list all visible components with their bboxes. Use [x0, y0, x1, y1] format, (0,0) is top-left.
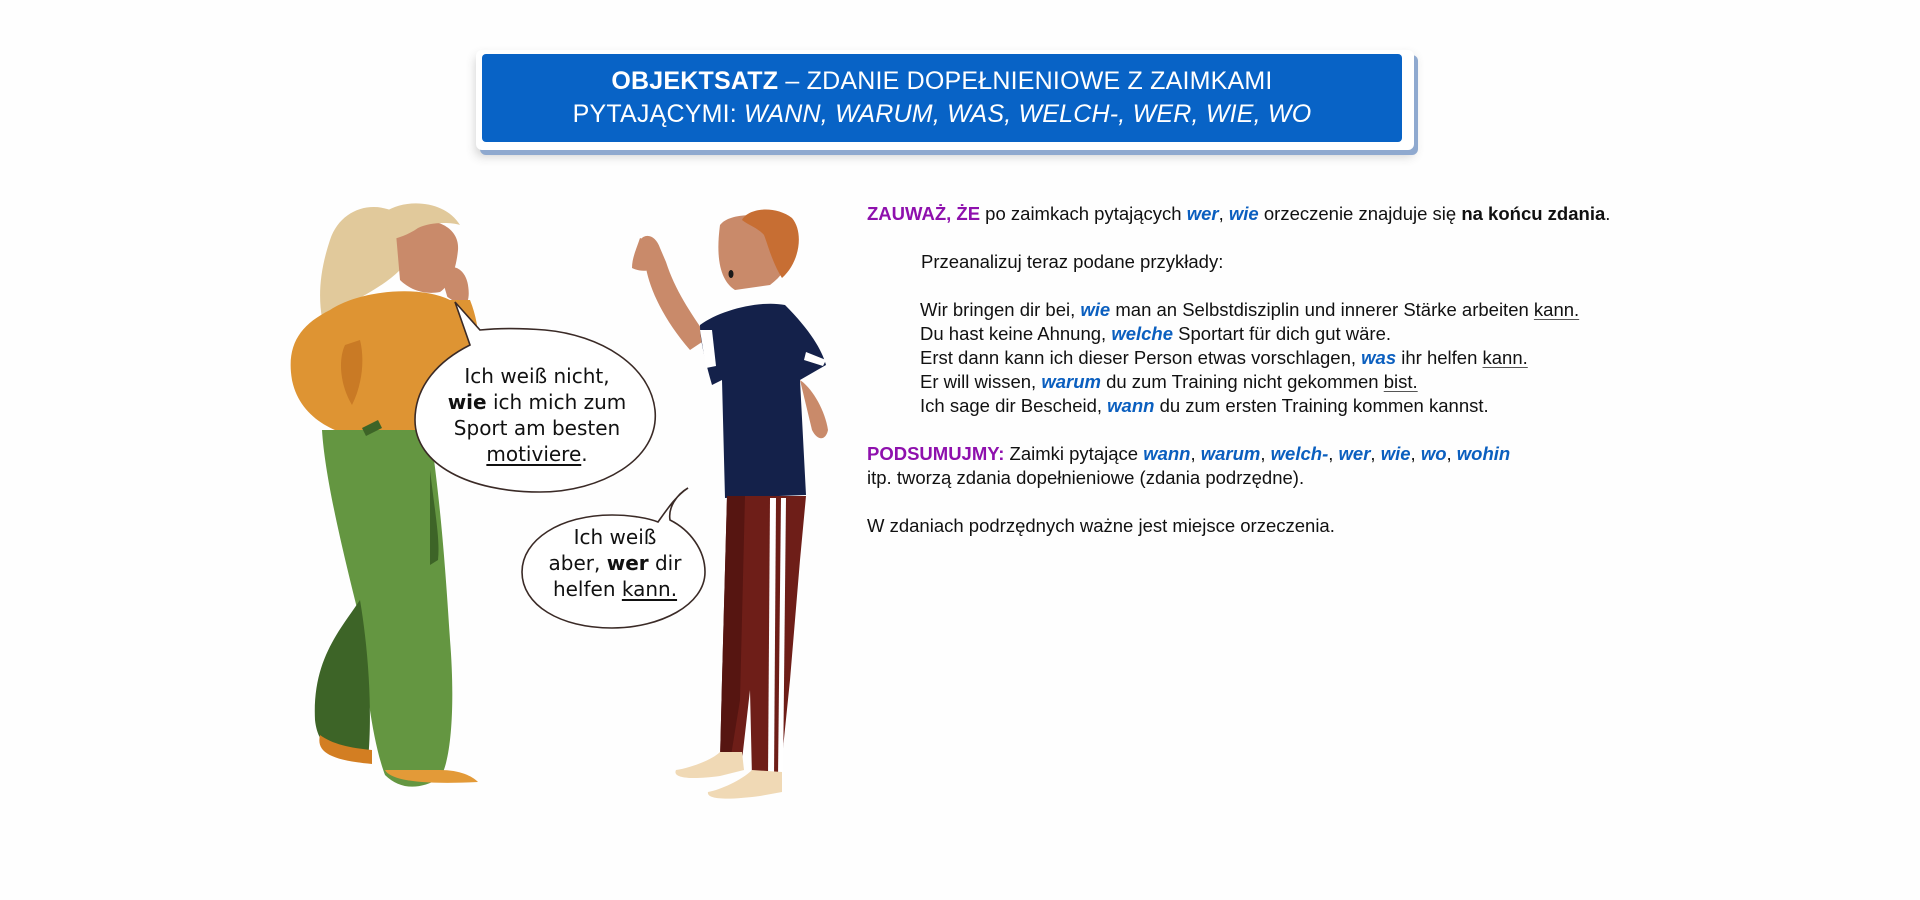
- example-mid: Sportart für dich gut wäre.: [1173, 323, 1392, 344]
- bubble1-line2-rest: ich mich zum: [486, 390, 627, 414]
- example-row: [920, 347, 1528, 369]
- summary-line3: W zdaniach podrzędnych ważne jest miejsce orzeczenia.: [867, 515, 1335, 536]
- example-mid: du zum Training nicht gekommen: [1100, 371, 1384, 392]
- bubble2-line3: [525, 576, 705, 602]
- example-pre: Erst dann kann ich dieser Person etwas vorschlagen,: [920, 347, 1362, 368]
- bubble1-verb: motiviere: [486, 442, 582, 466]
- title-line-2: [573, 98, 1312, 131]
- speech-bubble-woman: [417, 363, 657, 467]
- title-line-1: [611, 65, 1272, 98]
- summary-pronoun: wann: [1143, 443, 1191, 464]
- summary-pronoun: warum: [1200, 443, 1261, 464]
- example-pre: Ich sage dir Bescheid,: [920, 395, 1108, 416]
- example-row: [920, 371, 1418, 393]
- note-keyword-wie: wie: [1228, 203, 1259, 224]
- man-figure-icon: [632, 210, 828, 799]
- bubble2-line3-pre: helfen: [552, 577, 622, 601]
- example-mid: man an Selbstdisziplin und innerer Stärke arbeiten: [1110, 299, 1534, 320]
- note-line: [867, 203, 1610, 225]
- example-verb: bist.: [1383, 371, 1418, 392]
- example-keyword: warum: [1041, 371, 1101, 392]
- example-row: [920, 323, 1391, 345]
- example-keyword: welche: [1111, 323, 1174, 344]
- example-keyword: wann: [1107, 395, 1155, 416]
- note-text2: orzeczenie znajduje się: [1258, 203, 1462, 224]
- example-verb: kann.: [1533, 299, 1580, 320]
- bubble1-line2: [417, 389, 657, 415]
- bubble2-verb: kann.: [621, 577, 678, 601]
- bubble2-keyword: wer: [606, 551, 649, 575]
- title-rest: – ZDANIE DOPEŁNIENIOWE Z ZAIMKAMI: [778, 67, 1273, 95]
- woman-figure-icon: [291, 203, 479, 786]
- example-keyword: wie: [1080, 299, 1111, 320]
- example-mid: du zum ersten Training kommen kannst.: [1154, 395, 1489, 416]
- speech-bubble-man: [525, 524, 705, 602]
- summary-pronoun: wohin: [1456, 443, 1511, 464]
- summary-pronoun: wo: [1420, 443, 1447, 464]
- title-pronouns: WANN, WARUM, WAS, WELCH-, WER, WIE, WO: [744, 100, 1312, 128]
- bubble2-line1: Ich weiß: [573, 525, 657, 549]
- title-banner: [482, 54, 1402, 142]
- example-keyword: was: [1361, 347, 1397, 368]
- illustration-two-people: [280, 195, 850, 810]
- example-row: [920, 299, 1579, 321]
- note-keyword-wer: wer: [1186, 203, 1219, 224]
- summary-text: Zaimki pytające: [1004, 443, 1144, 464]
- intro-line: Przeanalizuj teraz podane przykłady:: [921, 251, 1224, 272]
- note-sep: ,: [1218, 203, 1229, 224]
- example-verb: kann.: [1482, 347, 1528, 368]
- example-pre: Er will wissen,: [920, 371, 1042, 392]
- bubble1-keyword: wie: [447, 390, 487, 414]
- bubble1-line1: Ich weiß nicht,: [464, 364, 610, 388]
- example-pre: Du hast keine Ahnung,: [920, 323, 1112, 344]
- bubble2-line2-pre: aber,: [548, 551, 607, 575]
- summary-line: PODSUMUJMY: Zaimki pytające wann, warum, welch-, wer, wie, wo, wohin: [867, 443, 1511, 464]
- example-pre: Wir bringen dir bei,: [920, 299, 1081, 320]
- example-mid: ihr helfen: [1396, 347, 1483, 368]
- note-bold-end: na końcu zdania: [1461, 203, 1606, 224]
- example-row: [920, 395, 1489, 417]
- summary-pronoun: wer: [1338, 443, 1371, 464]
- title-line2-prefix: PYTAJĄCYMI:: [572, 100, 745, 128]
- bubble1-line4: [417, 441, 657, 467]
- bubble2-line2-post: dir: [648, 551, 682, 575]
- summary-label: PODSUMUJMY:: [867, 443, 1005, 464]
- bubble2-line2: [525, 550, 705, 576]
- note-text1: po zaimkach pytających: [980, 203, 1187, 224]
- summary-line2: itp. tworzą zdania dopełnieniowe (zdania podrzędne).: [867, 467, 1305, 488]
- title-bold: OBJEKTSATZ: [611, 67, 779, 95]
- summary-pronoun: wie: [1380, 443, 1411, 464]
- summary-pronoun: welch-: [1270, 443, 1329, 464]
- note-period: .: [1605, 203, 1611, 224]
- bubble1-period: .: [581, 442, 588, 466]
- bubble1-line3: Sport am besten: [453, 416, 621, 440]
- note-label: ZAUWAŻ, ŻE: [867, 203, 981, 224]
